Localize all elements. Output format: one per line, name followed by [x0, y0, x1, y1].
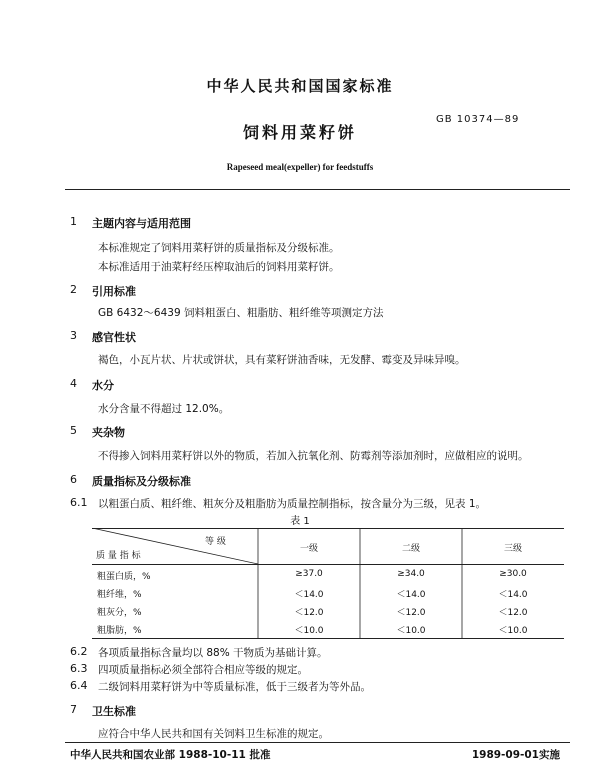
- cell-fat-1: ＜10.0: [294, 626, 324, 636]
- section-7-number: 7: [70, 703, 77, 716]
- cell-fat-2: ＜10.0: [396, 626, 426, 636]
- cell-fat-3: ＜10.0: [498, 626, 528, 636]
- row-label-ash: 粗灰分，%: [97, 608, 142, 618]
- section-1-line-2: 本标准适用于油菜籽经压榨取油后的饲料用菜籽饼。: [98, 261, 340, 273]
- section-7-line-1: 应符合中华人民共和国有关饲料卫生标准的规定。: [98, 728, 329, 740]
- section-1-title: 主题内容与适用范围: [92, 217, 191, 230]
- clause-6-2-text: 各项质量指标含量均以 88% 干物质为基础计算。: [98, 647, 328, 659]
- clause-6-1-number: 6.1: [70, 496, 88, 509]
- row-label-fiber: 粗纤维，%: [97, 590, 142, 600]
- document-title-cn: 饲料用菜籽饼: [242, 123, 357, 142]
- national-standard-heading: 中华人民共和国国家标准: [206, 77, 394, 95]
- cell-fiber-3: ＜14.0: [498, 590, 528, 600]
- section-5-title: 夹杂物: [92, 426, 125, 439]
- row-label-protein: 粗蛋白质，%: [97, 572, 151, 582]
- clause-6-1-text: 以粗蛋白质、粗纤维、粗灰分及粗脂肪为质量控制指标，按含量分为三级，见表 1。: [98, 498, 487, 510]
- grade-header-1: 一级: [299, 544, 318, 554]
- section-4-line-1: 水分含量不得超过 12.0%。: [98, 403, 230, 415]
- cell-protein-2: ≥34.0: [397, 569, 425, 579]
- section-5-number: 5: [70, 424, 77, 437]
- section-4-number: 4: [70, 377, 77, 390]
- grade-header-2: 二级: [401, 544, 420, 554]
- grade-header-3: 三级: [503, 544, 522, 554]
- approval-line: 中华人民共和国农业部 1988-10-11 批准: [70, 749, 271, 761]
- section-3-line-1: 褐色，小瓦片状、片状或饼状，具有菜籽饼油香味，无发酵、霉变及异味异嗅。: [98, 354, 466, 366]
- section-2-title: 引用标准: [92, 285, 136, 298]
- section-3-number: 3: [70, 329, 77, 342]
- section-1-number: 1: [70, 215, 77, 228]
- cell-protein-3: ≥30.0: [499, 569, 527, 579]
- implementation-date: 1989-09-01实施: [471, 749, 560, 761]
- table-corner-grade: 等 级: [205, 537, 226, 547]
- header-rule: [65, 189, 570, 190]
- cell-ash-2: ＜12.0: [396, 608, 426, 618]
- section-1-line-1: 本标准规定了饲料用菜籽饼的质量指标及分级标准。: [98, 242, 340, 254]
- table-corner-indicator: 质 量 指 标: [96, 551, 141, 561]
- footer-rule: [65, 742, 570, 743]
- document-title-en: Rapeseed meal(expeller) for feedstuffs: [226, 162, 374, 172]
- section-2-line-1: GB 6432～6439 饲料粗蛋白、粗脂肪、粗纤维等项测定方法: [98, 307, 384, 319]
- section-7-title: 卫生标准: [92, 705, 136, 718]
- section-6-title: 质量指标及分级标准: [92, 475, 191, 488]
- section-6-number: 6: [70, 473, 77, 486]
- clause-6-3-number: 6.3: [70, 662, 88, 675]
- clause-6-2-number: 6.2: [70, 645, 88, 658]
- cell-ash-1: ＜12.0: [294, 608, 324, 618]
- section-2-number: 2: [70, 283, 77, 296]
- clause-6-3-text: 四项质量指标必须全部符合相应等级的规定。: [98, 664, 308, 676]
- clause-6-4-number: 6.4: [70, 679, 88, 692]
- cell-protein-1: ≥37.0: [295, 569, 323, 579]
- cell-fiber-2: ＜14.0: [396, 590, 426, 600]
- section-5-line-1: 不得掺入饲料用菜籽饼以外的物质，若加入抗氧化剂、防霉剂等添加剂时，应做相应的说明。: [98, 450, 529, 462]
- row-label-fat: 粗脂肪，%: [97, 626, 142, 636]
- table-bottom-rule: [92, 638, 564, 639]
- clause-6-4-text: 二级饲料用菜籽饼为中等质量标准，低于三级者为等外品。: [98, 681, 371, 693]
- section-3-title: 感官性状: [92, 331, 136, 344]
- standard-code: GB 10374—89: [436, 114, 520, 125]
- cell-fiber-1: ＜14.0: [294, 590, 324, 600]
- table-caption: 表 1: [290, 516, 310, 527]
- cell-ash-3: ＜12.0: [498, 608, 528, 618]
- section-4-title: 水分: [92, 379, 114, 392]
